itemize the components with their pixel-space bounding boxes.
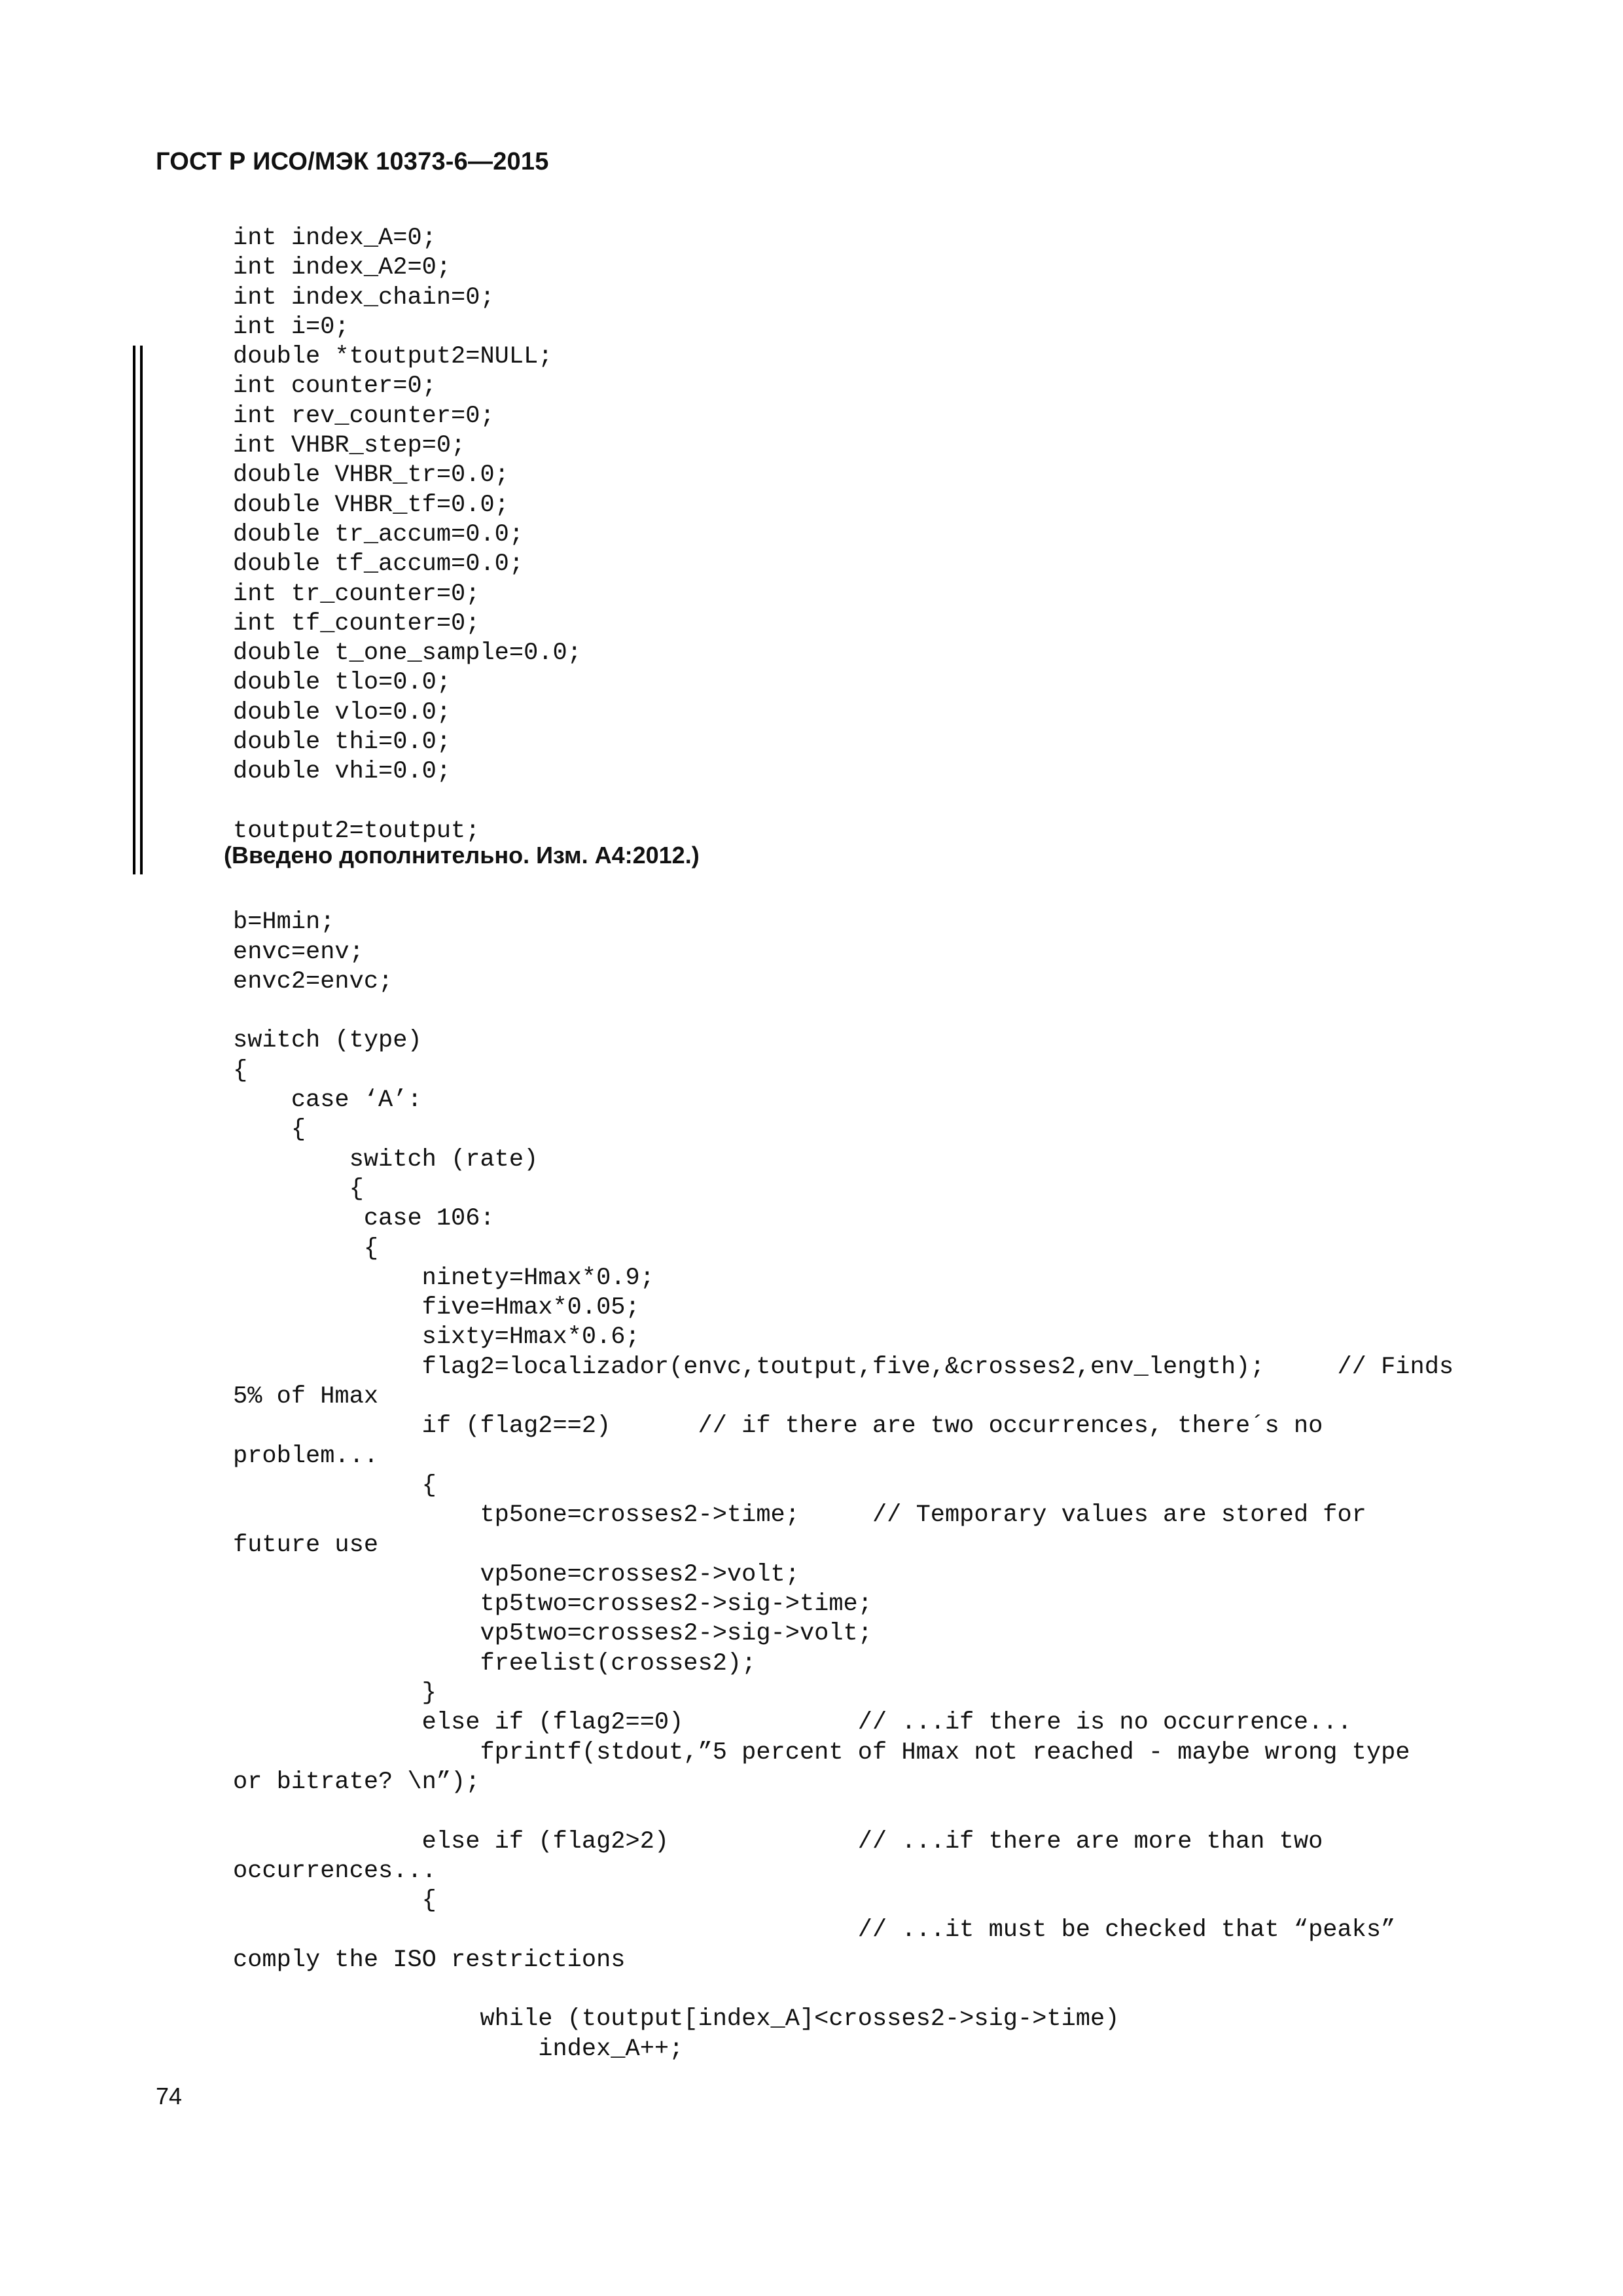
code-line: flag2=localizador(envc,toutput,five,&crosses2,env_length); // Finds [233, 1353, 1454, 1381]
code-line [233, 1975, 1542, 2005]
code-listing-declarations [233, 224, 1542, 846]
code-line: { [233, 1056, 248, 1085]
page-number: 74 [156, 2083, 183, 2109]
code-line: { [233, 1887, 437, 1915]
code-line: int VHBR_step=0; [233, 432, 466, 460]
code-line [233, 1797, 1542, 1827]
code-line: switch (type) [233, 1027, 422, 1055]
code-line: ninety=Hmax*0.9; [233, 1264, 654, 1292]
code-line: double VHBR_tr=0.0; [233, 461, 509, 490]
code-line: double VHBR_tf=0.0; [233, 491, 509, 519]
code-line: // ...it must be checked that “peaks” [233, 1916, 1396, 1945]
code-line: int rev_counter=0; [233, 402, 495, 430]
code-line: vp5one=crosses2->volt; [233, 1560, 800, 1588]
code-line: { [233, 1471, 437, 1499]
code-line: double vhi=0.0; [233, 758, 452, 786]
code-line: case 106: [233, 1205, 495, 1233]
code-line: b=Hmin; [233, 908, 335, 937]
code-line: else if (flag2>2) // ...if there are more than two [233, 1827, 1323, 1856]
code-line: toutput2=toutput; [233, 817, 480, 845]
code-line: comply the ISO restrictions [233, 1946, 626, 1974]
code-line: int counter=0; [233, 372, 437, 401]
code-line: or bitrate? \n”); [233, 1768, 480, 1796]
amendment-note: (Введено дополнительно. Изм. А4:2012.) [224, 842, 700, 869]
code-line: future use [233, 1531, 379, 1559]
code-line: { [233, 1234, 379, 1263]
code-line: int tf_counter=0; [233, 609, 480, 637]
code-line: int i=0; [233, 313, 349, 341]
code-line: tp5one=crosses2->time; // Temporary values are stored for [233, 1501, 1366, 1530]
code-line: } [233, 1679, 437, 1708]
code-listing-switch [233, 878, 1542, 2064]
code-line: five=Hmax*0.05; [233, 1294, 640, 1322]
code-line: problem... [233, 1442, 379, 1470]
code-line: double tlo=0.0; [233, 669, 452, 697]
change-bar-right [140, 346, 143, 874]
code-line: int index_A2=0; [233, 254, 452, 282]
code-line: double tf_accum=0.0; [233, 550, 524, 579]
code-line: double *toutput2=NULL; [233, 343, 553, 371]
code-line: occurrences... [233, 1857, 437, 1885]
code-line: envc=env; [233, 938, 364, 966]
code-line: envc2=envc; [233, 967, 393, 996]
code-line: int index_chain=0; [233, 283, 495, 312]
change-bar-left [133, 346, 135, 874]
document-header: ГОСТ Р ИСО/МЭК 10373-6—2015 [156, 148, 549, 175]
code-line: vp5two=crosses2->sig->volt; [233, 1620, 872, 1648]
code-line [233, 787, 1542, 817]
code-line: tp5two=crosses2->sig->time; [233, 1590, 872, 1619]
code-line: sixty=Hmax*0.6; [233, 1323, 640, 1352]
code-line: double thi=0.0; [233, 728, 452, 757]
code-line: else if (flag2==0) // ...if there is no occurrence... [233, 1709, 1352, 1737]
code-line: { [233, 1116, 306, 1144]
code-line: index_A++; [233, 2035, 684, 2063]
code-line: 5% of Hmax [233, 1383, 379, 1411]
code-line: double tr_accum=0.0; [233, 520, 524, 548]
code-line: fprintf(stdout,”5 percent of Hmax not reached - maybe wrong type [233, 1738, 1410, 1767]
code-line: case ‘A’: [233, 1086, 422, 1115]
code-line: { [233, 1175, 364, 1203]
code-line: freelist(crosses2); [233, 1649, 757, 1677]
code-line [233, 997, 1542, 1026]
code-line: switch (rate) [233, 1145, 539, 1174]
code-line: int index_A=0; [233, 224, 437, 252]
code-line: double vlo=0.0; [233, 698, 452, 726]
code-line: while (toutput[index_A]<crosses2->sig->time) [233, 2005, 1120, 2034]
code-line: int tr_counter=0; [233, 580, 480, 608]
code-line: double t_one_sample=0.0; [233, 639, 582, 668]
code-line [233, 878, 1542, 908]
code-line: if (flag2==2) // if there are two occurrences, there´s no [233, 1412, 1323, 1441]
